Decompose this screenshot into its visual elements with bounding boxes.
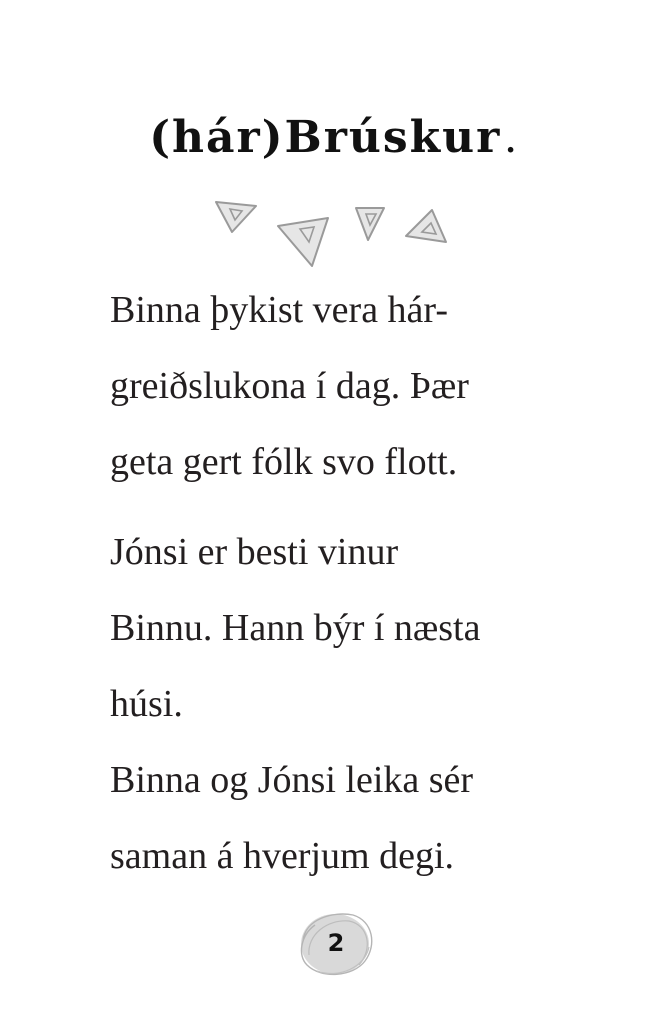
- text-line: greiðslukona í dag. Þær: [110, 365, 469, 407]
- page-number: 2: [327, 929, 345, 957]
- text-line: Jónsi er besti vinur: [110, 531, 399, 573]
- page-number-badge: [293, 905, 379, 981]
- text-line: húsi.: [110, 683, 183, 725]
- triangle-ornaments: [210, 196, 460, 276]
- title-dot: .: [505, 125, 518, 160]
- text-line: saman á hverjum degi.: [110, 835, 455, 877]
- text-line: Binnu. Hann býr í næsta: [110, 607, 481, 649]
- triangle-icon: [216, 202, 256, 232]
- triangle-icon: [278, 218, 328, 266]
- triangle-icon: [356, 208, 384, 240]
- triangle-icon: [406, 210, 446, 242]
- text-line: Binna þykist vera hár-: [110, 289, 448, 331]
- page-title: [0, 112, 667, 163]
- story-text: [110, 272, 630, 894]
- paragraph: [110, 272, 630, 500]
- paragraph: [110, 514, 630, 894]
- title-main: Brúskur: [284, 112, 502, 163]
- paragraph-gap: [110, 500, 630, 514]
- text-line: Binna og Jónsi leika sér: [110, 759, 474, 801]
- text-line: geta gert fólk svo flott.: [110, 441, 458, 483]
- title-prefix: (hár): [149, 112, 285, 163]
